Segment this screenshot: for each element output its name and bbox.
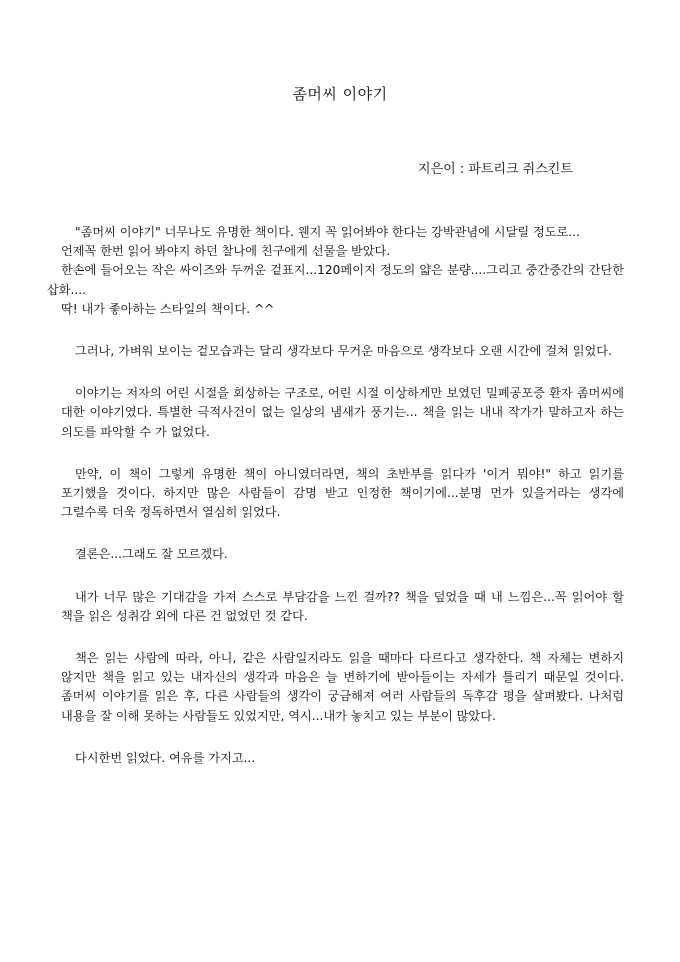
paragraph-1 bbox=[47, 223, 624, 319]
document-body bbox=[47, 223, 624, 791]
paragraph-1-line-3: 한손에 들어오는 작은 싸이즈와 두꺼운 겉표지...120페이지 정도의 얇은 분량....그리고 중간중간의 간단한 삽화.... bbox=[47, 263, 624, 297]
paragraph-3: 이야기는 저자의 어린 시절을 회상하는 구조로, 어린 시절 이상하게만 보였던 밀폐공포증 환자 좀머씨에 대한 이야기였다. 특별한 극적사건이 없는 일상의 냄새가 풍기는... 책을 읽는 내내 작가가 말하고자 하는 의도를 파악할 수 가 없었다. bbox=[61, 386, 624, 439]
paragraph-1-line-1: "좀머씨 이야기" 너무나도 유명한 책이다. 웬지 꼭 읽어봐야 한다는 강박관념에 시달릴 정도로... bbox=[75, 225, 580, 239]
paragraph-1-line-4: 딱! 내가 좋아하는 스타일의 책이다. ^^ bbox=[61, 301, 275, 316]
paragraph-1-line-2: 언제꼭 한번 읽어 봐야지 하던 찰나에 친구에게 선물을 받았다. bbox=[61, 244, 391, 259]
paragraph-5: 결론은...그래도 잘 모르겠다. bbox=[75, 547, 228, 562]
document-author: 지은이 : 파트리크 쥐스킨트 bbox=[418, 162, 573, 177]
paragraph-6: 내가 너무 많은 기대감을 가져 스스로 부담감을 느낀 걸까?? 책을 덮었을 때 내 느낌은...꼭 읽어야 할 책을 읽은 성취감 외에 다른 건 없었던 것 같다. bbox=[61, 589, 624, 623]
paragraph-7: 책은 읽는 사람에 따라, 아니, 같은 사람일지라도 읽을 때마다 다르다고 생각한다. 책 자체는 변하지 않지만 책을 읽고 있는 내자신의 생각과 마음은 늘 변하기에 받아들이는 자세가 틀리기 때문일 것이다. 좀머씨 이야기를 읽은 후, 다른 사람들의 생각이 궁금해져 여러 사람들의 독후감 평을 살펴봤다. 나처럼 내용을 잘 이해 못하는 사람들도 있었지만, 역시...내가 놓치고 있는 부분이 많았다. bbox=[61, 651, 624, 723]
paragraph-4: 만약, 이 책이 그렇게 유명한 책이 아니였더라면, 책의 초반부를 읽다가 '이거 뭐야!" 하고 읽기를 포기했을 것이다. 하지만 많은 사람들이 감명 받고 인정한 책이기에...분명 먼가 있을거라는 생각에 그럴수록 더욱 정독하면서 열심히 읽었다. bbox=[61, 466, 624, 520]
document-title: 좀머씨 이야기 bbox=[292, 85, 388, 103]
paragraph-8: 다시한번 읽었다. 여유를 가지고... bbox=[75, 750, 256, 765]
paragraph-2: 그러나, 가벼워 보이는 겉모습과는 달리 생각보다 무거운 마음으로 생각보다 오랜 시간에 걸쳐 읽었다. bbox=[75, 344, 612, 359]
